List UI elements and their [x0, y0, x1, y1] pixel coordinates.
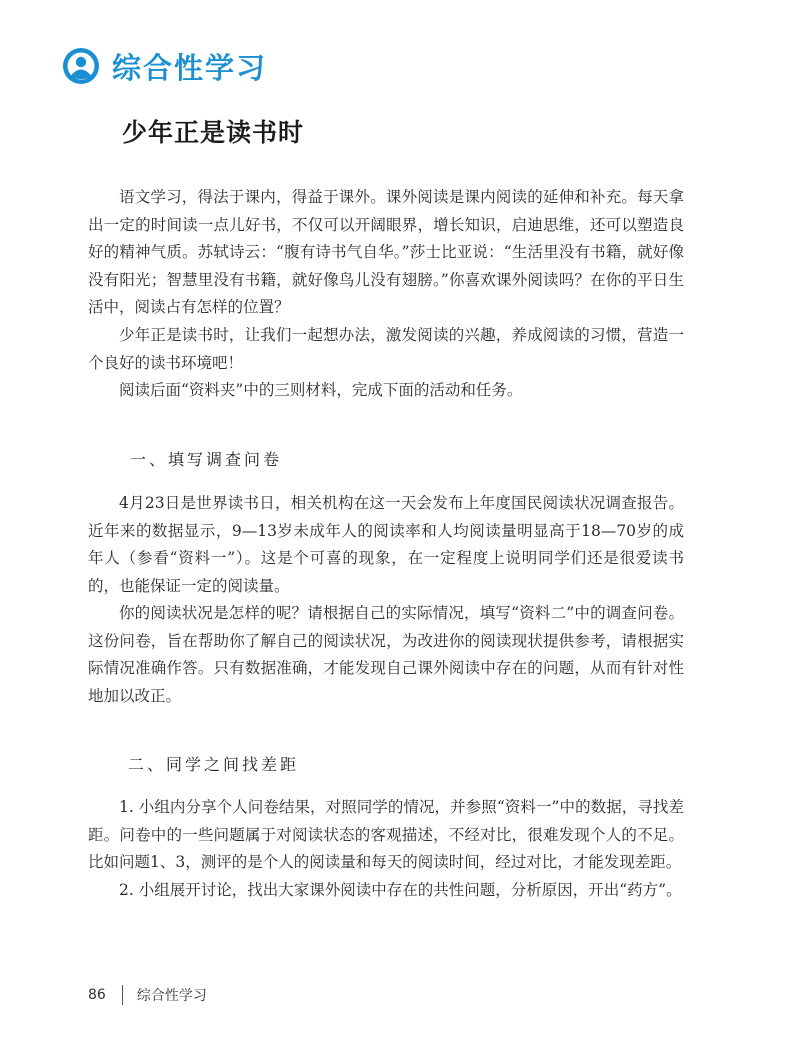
footer-divider — [122, 985, 123, 1005]
header-title: 综合性学习 — [112, 50, 268, 85]
page-title: 少年正是读书时 — [122, 118, 305, 147]
section-heading-2: 二、同学之间找差距 — [128, 755, 300, 774]
section-heading-1: 一、填写调查问卷 — [130, 450, 283, 469]
page-footer — [88, 985, 207, 1005]
intro-paragraph-2: 少年正是读书时，让我们一起想办法，激发阅读的兴趣，养成阅读的习惯，营造一个良好的读书环境吧！ — [88, 326, 684, 372]
page-header — [62, 44, 267, 88]
page-number: 86 — [88, 987, 106, 1003]
intro-paragraph-1: 语文学习，得法于课内，得益于课外。课外阅读是课内阅读的延伸和补充。每天拿出一定的时间读一点儿好书，不仅可以开阔眼界，增长知识，启迪思维，还可以塑造良好的精神气质。苏轼诗云：“腹有诗书气自华。”莎士比亚说：“生活里没有书籍，就好像没有阳光；智慧里没有书籍，就好像鸟儿没有翅膀。”你喜欢课外阅读吗？在你的平日生活中，阅读占有怎样的位置？ — [88, 188, 684, 317]
section1-paragraph-1: 4月23日是世界读书日，相关机构在这一天会发布上年度国民阅读状况调查报告。近年来的数据显示，9—13岁未成年人的阅读率和人均阅读量明显高于18—70岁的成年人（参看“资料一”）。这是个可喜的现象，在一定程度上说明同学们还是很爱读书的，也能保证一定的阅读量。 — [88, 494, 684, 595]
footer-section: 综合性学习 — [136, 988, 207, 1004]
intro-paragraph-3: 阅读后面“资料夹”中的三则材料，完成下面的活动和任务。 — [119, 381, 523, 399]
section2-paragraph-1: 1. 小组内分享个人问卷结果，对照同学的情况，并参照“资料一”中的数据，寻找差距。问卷中的一些问题属于对阅读状态的客观描述，不经对比，很难发现个人的不足。比如问题1、3，测评的是个人的阅读量和每天的阅读时间，经过对比，才能发现差距。 — [88, 798, 684, 872]
section1-paragraph-2: 你的阅读状况是怎样的呢？请根据自己的实际情况，填写“资料二”中的调查问卷。这份问卷，旨在帮助你了解自己的阅读状况，为改进你的阅读现状提供参考，请根据实际情况准确作答。只有数据准确，才能发现自己课外阅读中存在的问题，从而有针对性地加以改正。 — [88, 604, 684, 705]
person-icon — [62, 47, 100, 85]
section2-paragraph-2: 2. 小组展开讨论，找出大家课外阅读中存在的共性问题，分析原因，开出“药方”。 — [119, 881, 682, 899]
